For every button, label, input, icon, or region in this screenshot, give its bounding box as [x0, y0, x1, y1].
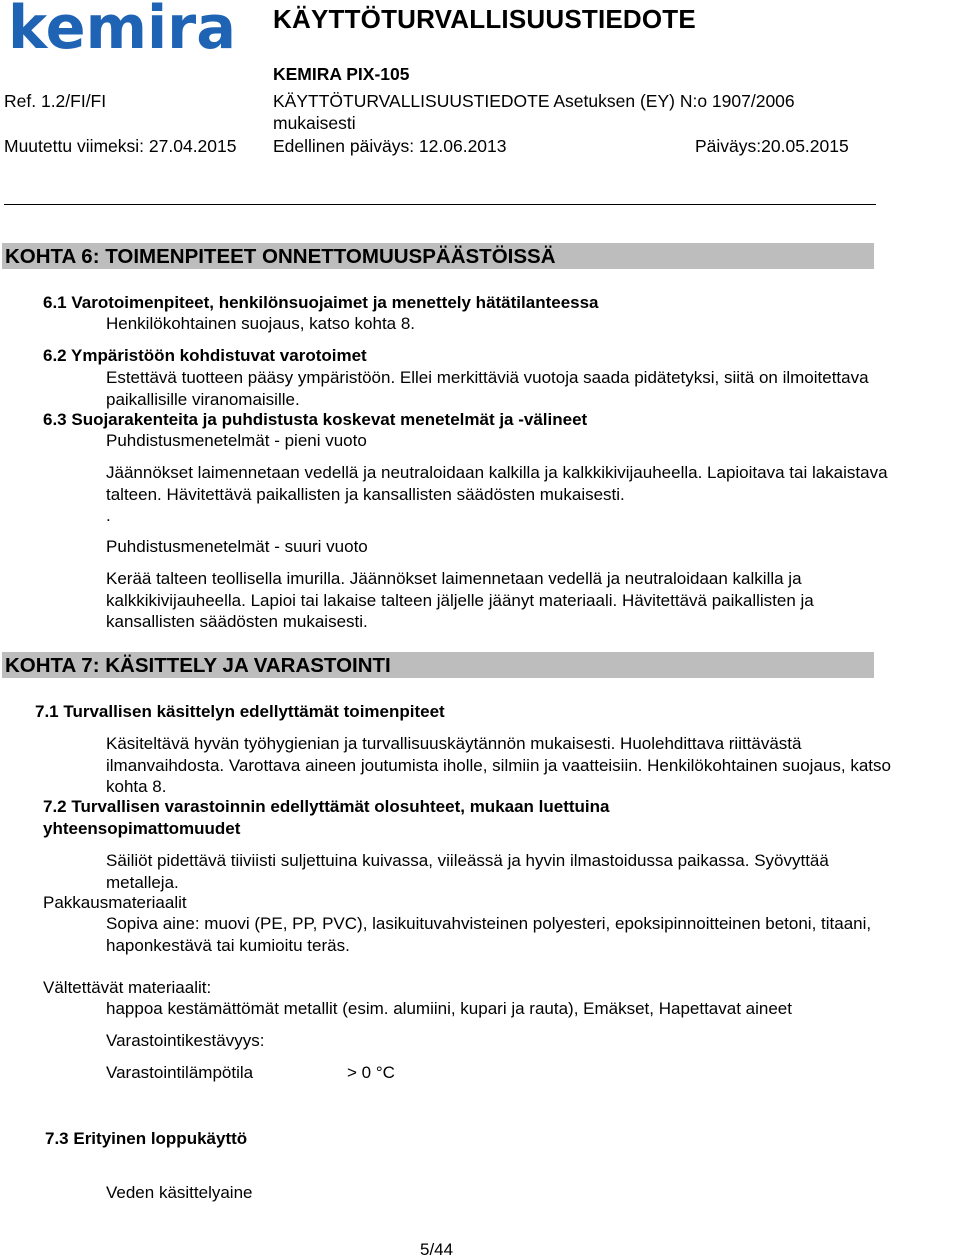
large-spill-text	[106, 568, 814, 633]
packaging-text	[106, 913, 871, 956]
text-line: Estettävä tuotteen pääsy ympäristöön. Ellei merkittäviä vuotoja saada pidätetyksi, siitä on ilmoitettava	[106, 368, 869, 387]
subsection-7-2-heading	[43, 796, 610, 839]
modified-date: Muutettu viimeksi: 27.04.2015	[4, 136, 237, 156]
subsection-6-1-text: Henkilökohtainen suojaus, katso kohta 8.	[106, 314, 416, 333]
text-line: kalkkikivijauheella. Lapioi tai lakaise talteen jäljelle jäänyt materiaali. Hävitettävä paikallisten ja	[106, 590, 814, 610]
subsection-7-1-heading: 7.1 Turvallisen käsittelyn edellyttämät toimenpiteet	[35, 702, 445, 721]
issue-date: Päiväys:20.05.2015	[695, 136, 849, 156]
subsection-7-3-heading: 7.3 Erityinen loppukäyttö	[45, 1129, 248, 1148]
header-divider	[4, 204, 876, 205]
regulation-line-2: mukaisesti	[273, 113, 356, 133]
text-line: kohta 8.	[106, 777, 167, 796]
section-6-title: KOHTA 6: TOIMENPITEET ONNETTOMUUSPÄÄSTÖISSÄ	[5, 245, 556, 268]
product-name: KEMIRA PIX-105	[273, 64, 410, 84]
page-number: 5/44	[420, 1240, 454, 1259]
subsection-7-2-text	[106, 850, 829, 893]
avoid-materials-label: Vältettävät materiaalit:	[43, 978, 212, 997]
text-line: Jäännökset laimennetaan vedellä ja neutraloidaan kalkilla ja kalkkikivijauheella. Lapioitava tai lakaistava	[106, 463, 888, 482]
subsection-7-1-text	[106, 733, 891, 798]
storage-temperature-value: > 0 °C	[347, 1063, 395, 1082]
avoid-materials-text: happoa kestämättömät metallit (esim. alumiini, kupari ja rauta), Emäkset, Hapettavat aineet	[106, 999, 792, 1018]
text-line: Sopiva aine: muovi (PE, PP, PVC), lasikuituvahvisteinen polyesteri, epoksipinnoitteinen betoni, titaani,	[106, 914, 872, 933]
reference: Ref. 1.2/FI/FI	[4, 91, 107, 111]
text-line: haponkestävä tai kumioitu teräs.	[106, 935, 350, 955]
text-line: metalleja.	[106, 872, 179, 892]
svg-text:kemira: kemira	[8, 2, 236, 56]
text-line: .	[106, 506, 111, 525]
subsection-6-1-heading: 6.1 Varotoimenpiteet, henkilönsuojaimet ja menettely hätätilanteessa	[43, 293, 599, 312]
small-spill-text	[106, 462, 888, 527]
text-line: talteen. Hävitettävä paikallisten ja kansallisten säädösten mukaisesti.	[106, 484, 625, 504]
heading-line: yhteensopimattomuudet	[43, 818, 241, 838]
regulation-line: KÄYTTÖTURVALLISUUSTIEDOTE Asetuksen (EY) N:o 1907/2006	[273, 91, 795, 111]
storage-temperature-label: Varastointilämpötila	[106, 1063, 254, 1082]
section-7-header	[2, 652, 874, 678]
subsection-7-3-text: Veden käsittelyaine	[106, 1183, 253, 1202]
text-line: Kerää talteen teollisella imurilla. Jäännökset laimennetaan vedellä ja neutraloidaan kalkilla ja	[106, 569, 802, 588]
packaging-label: Pakkausmateriaalit	[43, 893, 187, 912]
text-line: kansallisten säädösten mukaisesti.	[106, 612, 368, 631]
text-line: ilmanvaihdosta. Varottava aineen joutumista iholle, silmiin ja vaatteisiin. Henkilökohtainen suojaus, katso	[106, 755, 891, 775]
previous-date: Edellinen päiväys: 12.06.2013	[273, 136, 507, 156]
large-spill-label: Puhdistusmenetelmät - suuri vuoto	[106, 537, 368, 556]
storage-stability-label: Varastointikestävyys:	[106, 1031, 265, 1050]
text-line: paikallisille viranomaisille.	[106, 389, 300, 409]
kemira-logo	[8, 2, 238, 56]
small-spill-label: Puhdistusmenetelmät - pieni vuoto	[106, 431, 367, 450]
heading-line: 7.2 Turvallisen varastoinnin edellyttämät olosuhteet, mukaan luettuina	[43, 797, 610, 816]
subsection-6-2-heading: 6.2 Ympäristöön kohdistuvat varotoimet	[43, 346, 367, 365]
text-line: Käsiteltävä hyvän työhygienian ja turvallisuuskäytännön mukaisesti. Huolehdittava riittävästä	[106, 734, 802, 753]
section-7-title: KOHTA 7: KÄSITTELY JA VARASTOINTI	[5, 654, 391, 677]
text-line: Säiliöt pidettävä tiiviisti suljettuina kuivassa, viileässä ja hyvin ilmastoidussa paikassa. Syövyttää	[106, 851, 829, 870]
section-6-header	[2, 243, 874, 269]
subsection-6-3-heading: 6.3 Suojarakenteita ja puhdistusta koskevat menetelmät ja -välineet	[43, 410, 588, 429]
subsection-6-2-text	[106, 367, 869, 410]
document-title: KÄYTTÖTURVALLISUUSTIEDOTE	[273, 4, 696, 34]
